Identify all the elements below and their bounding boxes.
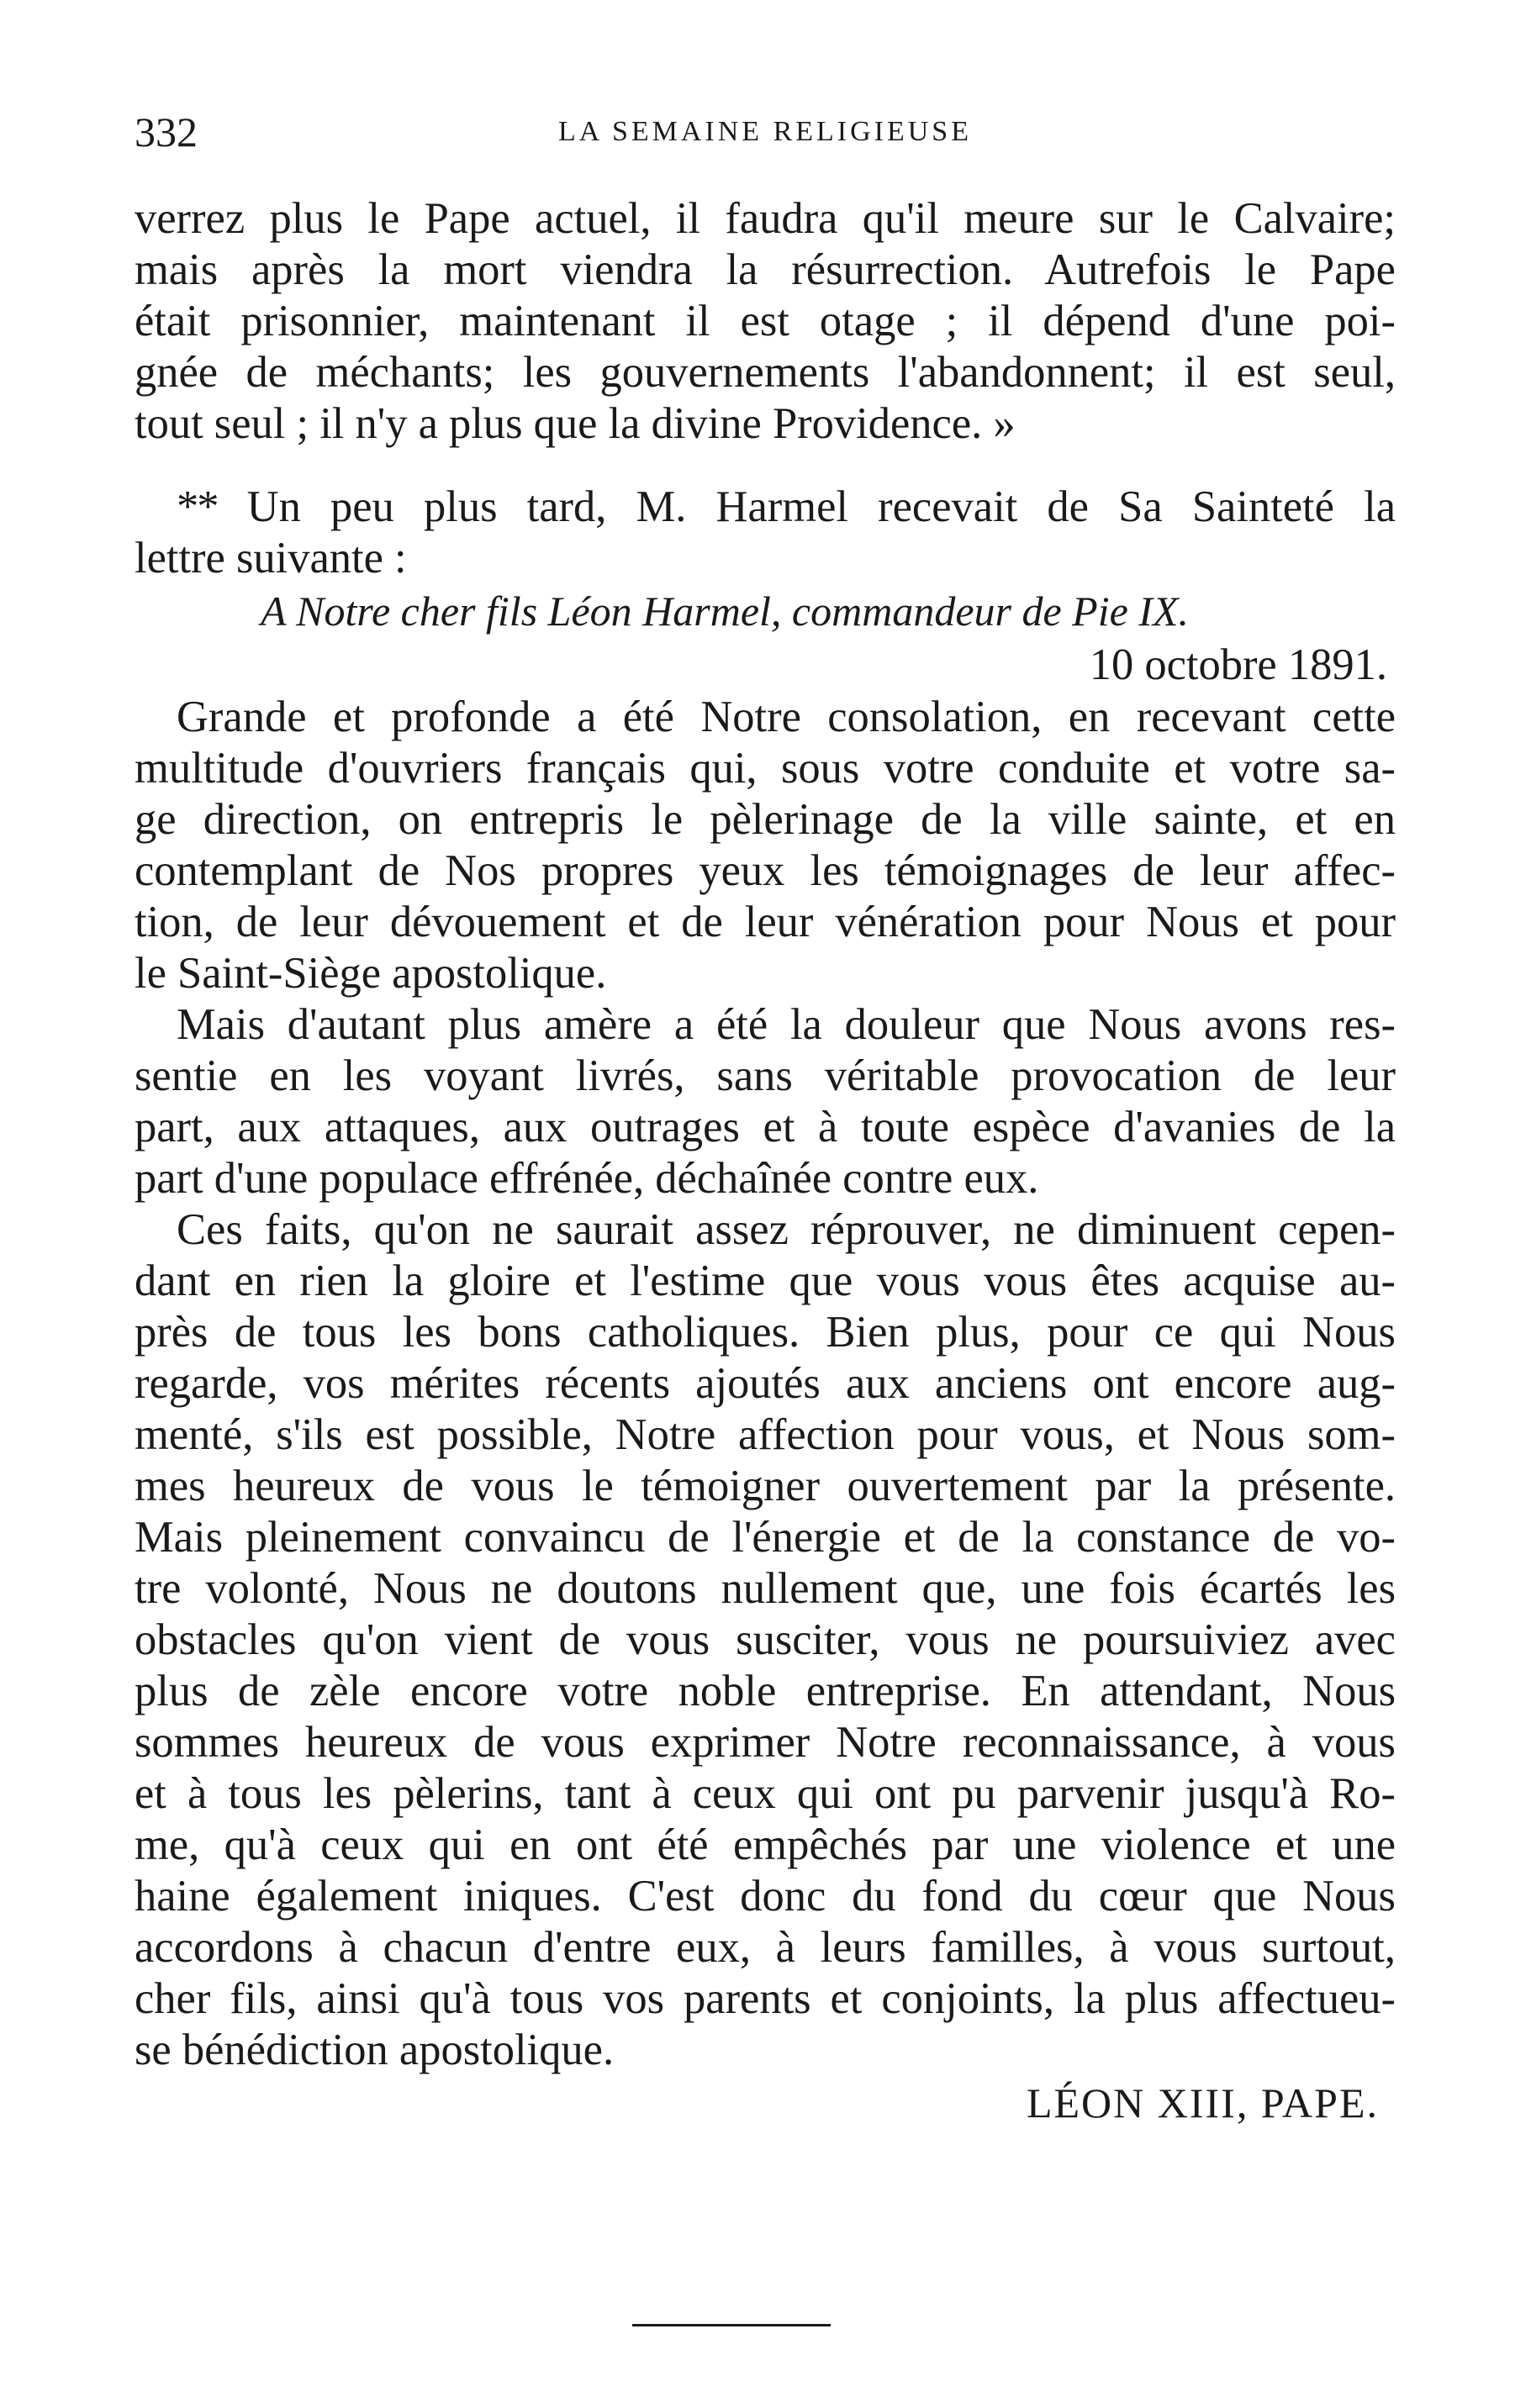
letter-paragraph	[135, 1204, 1396, 2076]
text-line: était prisonnier, maintenant il est otage ; il dépend d'une poi-	[135, 297, 1396, 345]
text-line: sommes heureux de vous exprimer Notre reconnaissance, à vous	[135, 1718, 1396, 1767]
text-line: mais après la mort viendra la résurrection. Autrefois le Pape	[135, 245, 1396, 294]
paragraph-continuation	[135, 193, 1396, 450]
text-line: Mais pleinement convaincu de l'énergie et de la constance de vo-	[135, 1513, 1396, 1562]
text-line: contemplant de Nos propres yeux les témoignages de leur affec-	[135, 846, 1396, 895]
text-line: Grande et profonde a été Notre consolation, en recevant cette	[177, 693, 1396, 741]
letter-address: A Notre cher fils Léon Harmel, commandeur de Pie IX.	[261, 588, 1189, 635]
text-line: dant en rien la gloire et l'estime que vous vous êtes acquise au-	[135, 1257, 1396, 1305]
text-line: multitude d'ouvriers français qui, sous votre conduite et votre sa-	[135, 744, 1396, 793]
text-line: gnée de méchants; les gouvernements l'abandonnent; il est seul,	[135, 348, 1396, 397]
text-line: mes heureux de vous le témoigner ouvertement par la présente.	[135, 1462, 1396, 1510]
text-line: lettre suivante :	[135, 534, 407, 582]
text-line: verrez plus le Pape actuel, il faudra qu'il meure sur le Calvaire;	[135, 194, 1396, 243]
text-line: Ces faits, qu'on ne saurait assez réprouver, ne diminuent cepen-	[177, 1205, 1396, 1254]
intro-text: Un peu plus tard, M. Harmel recevait de Sa Sainteté la	[246, 482, 1396, 531]
text-line: part, aux attaques, aux outrages et à toute espèce d'avanies de la	[135, 1103, 1396, 1151]
letter-paragraph	[135, 999, 1396, 1204]
text-line: obstacles qu'on vient de vous susciter, vous ne poursuiviez avec	[135, 1615, 1396, 1664]
asterism: **	[177, 482, 218, 531]
text-line: et à tous les pèlerins, tant à ceux qui ont pu parvenir jusqu'à Ro-	[135, 1769, 1396, 1818]
text-line: accordons à chacun d'entre eux, à leurs familles, à vous surtout,	[135, 1923, 1396, 1972]
page-header	[135, 108, 1379, 158]
text-line: haine également iniques. C'est donc du fond du cœur que Nous	[135, 1872, 1396, 1921]
text-line: tre volonté, Nous ne doutons nullement que, une fois écartés les	[135, 1564, 1396, 1613]
text-line: cher fils, ainsi qu'à tous vos parents et conjoints, la plus affectueu-	[135, 1974, 1396, 2023]
text-line: Mais d'autant plus amère a été la douleur que Nous avons res-	[177, 1000, 1396, 1049]
text-line: part d'une populace effrénée, déchaînée contre eux.	[135, 1154, 1039, 1203]
text-line: me, qu'à ceux qui en ont été empêchés par une violence et une	[135, 1820, 1396, 1869]
running-title: LA SEMAINE RELIGIEUSE	[558, 116, 972, 147]
text-line: le Saint-Siège apostolique.	[135, 949, 607, 998]
text-line: près de tous les bons catholiques. Bien plus, pour ce qui Nous	[135, 1308, 1396, 1357]
closing-rule	[632, 2324, 831, 2326]
text-line: ge direction, on entrepris le pèlerinage de la ville sainte, et en	[135, 795, 1396, 844]
text-line: sentie en les voyant livrés, sans véritable provocation de leur	[135, 1051, 1396, 1100]
letter-paragraph	[135, 692, 1396, 999]
text-line	[135, 482, 1396, 533]
text-line: plus de zèle encore votre noble entreprise. En attendant, Nous	[135, 1667, 1396, 1715]
letter-date: 10 octobre 1891.	[1089, 640, 1387, 689]
signature: LÉON XIII, PAPE.	[1026, 2079, 1379, 2126]
text-line: tion, de leur dévouement et de leur vénération pour Nous et pour	[135, 898, 1396, 946]
intro-paragraph	[135, 482, 1396, 584]
text-line: regarde, vos mérites récents ajoutés aux anciens ont encore aug-	[135, 1359, 1396, 1408]
page-number: 332	[135, 108, 198, 155]
text-line: menté, s'ils est possible, Notre affection pour vous, et Nous som-	[135, 1410, 1396, 1459]
text-line: se bénédiction apostolique.	[135, 2026, 615, 2074]
page-body	[135, 193, 1396, 2130]
text-line: tout seul ; il n'y a plus que la divine Providence. »	[135, 399, 1016, 448]
